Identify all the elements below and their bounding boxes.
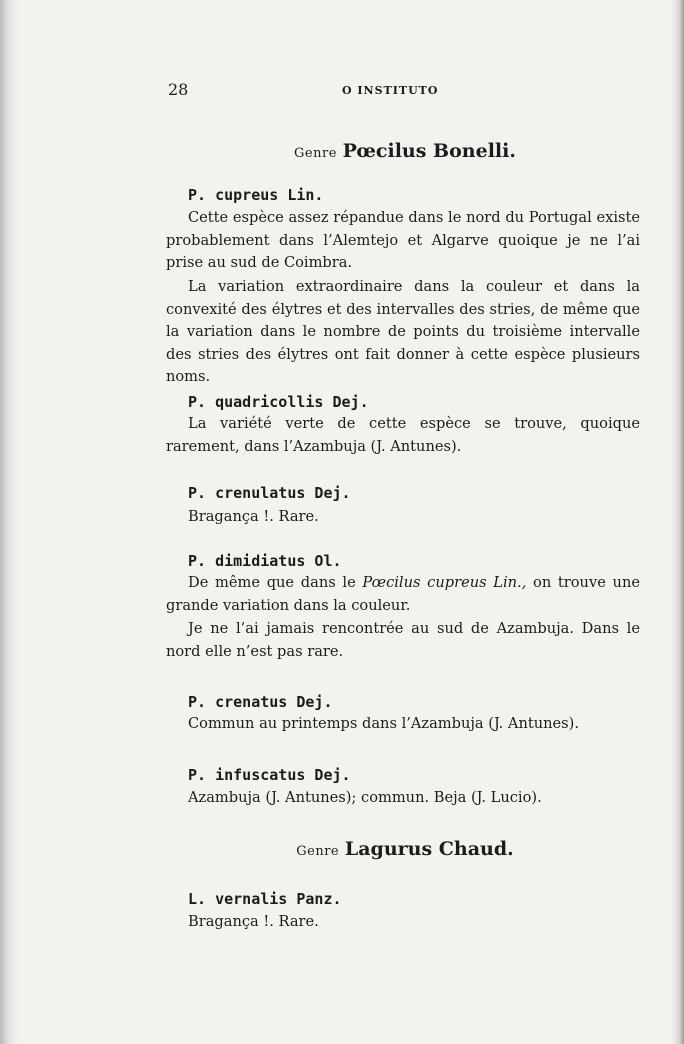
paragraph-dimidiatus-2: Je ne l’ai jamais rencontrée au sud de Azambuja. Dans le nord elle n’est pas rare.	[166, 620, 640, 660]
dimidiatus-text-before: De même que dans le	[188, 574, 363, 591]
species-title-crenulatus: P. crenulatus Dej.	[188, 484, 351, 502]
species-title-quadricollis: P. quadricollis Dej.	[188, 393, 369, 411]
species-title-infuscatus: P. infuscatus Dej.	[188, 766, 351, 784]
genus-name: Lagurus Chaud.	[344, 838, 514, 860]
page-edge-shadow	[672, 0, 684, 1044]
page-number: 28	[168, 80, 189, 99]
running-title: O INSTITUTO	[342, 84, 439, 97]
species-title-crenatus: P. crenatus Dej.	[188, 693, 333, 711]
paragraph-dimidiatus-1	[166, 572, 640, 617]
species-title-vernalis: L. vernalis Panz.	[188, 890, 342, 908]
species-title-dimidiatus: P. dimidiatus Ol.	[188, 552, 342, 570]
genus-name: Pœcilus Bonelli.	[342, 140, 516, 162]
paragraph-quadricollis: La variété verte de cette espèce se trouve, quoique rarement, dans l’Azambuja (J. Antunes).	[166, 415, 640, 455]
paragraph-cupreus-1: Cette espèce assez répandue dans le nord du Portugal existe probablement dans l’Alemtejo et Algarve quoique je ne l’ai prise au sud de Coimbra.	[166, 209, 640, 271]
dimidiatus-italic-reference: Pœcilus cupreus Lin.,	[362, 574, 527, 591]
genus-prefix: Genre	[294, 146, 337, 161]
paragraph-crenulatus: Bragança !. Rare.	[188, 508, 319, 525]
dimidiatus-text-after: on trouve une grande variation dans la couleur.	[166, 574, 640, 614]
genus-prefix: Genre	[296, 844, 340, 859]
genus-heading-lagurus	[168, 838, 642, 860]
species-title-cupreus: P. cupreus Lin.	[188, 186, 324, 204]
paragraph-cupreus-2: La variation extraordinaire dans la couleur et dans la convexité des élytres et des intervalles des stries, de même que la variation dans le nombre de points du troisième intervalle des stries des élytres ont fait donner à cette espèce plusieurs noms.	[166, 278, 640, 385]
paragraph-infuscatus: Azambuja (J. Antunes); commun. Beja (J. Lucio).	[188, 789, 542, 806]
genus-heading-poecilus	[168, 140, 642, 162]
running-header	[168, 80, 644, 102]
page-binding-shadow	[0, 0, 22, 1044]
paragraph-crenatus: Commun au printemps dans l’Azambuja (J. Antunes).	[188, 715, 579, 732]
paragraph-vernalis: Bragança !. Rare.	[188, 913, 319, 930]
